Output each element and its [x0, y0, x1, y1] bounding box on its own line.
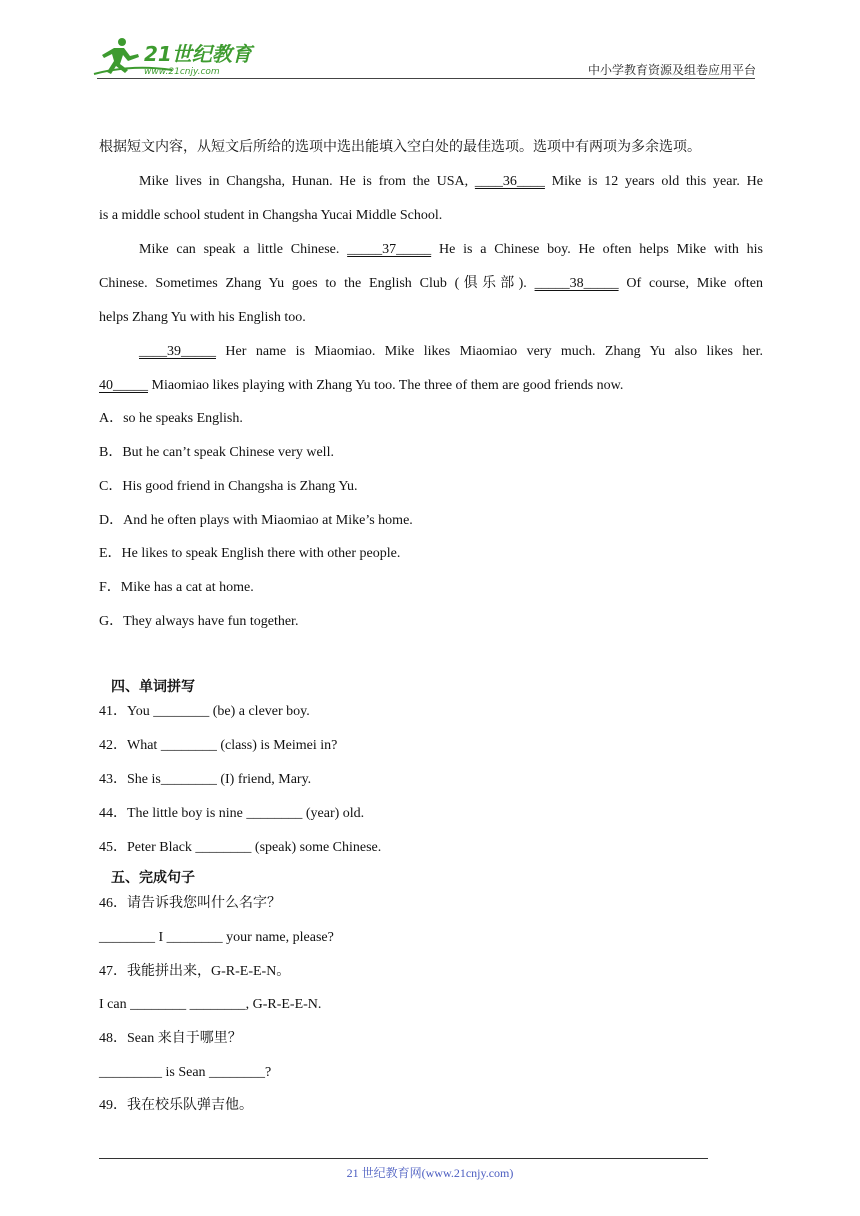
question-44: 44．The little boy is nine ________ (year) old.: [99, 806, 365, 821]
answer-line-47: I can ________ ________, G-R-E-E-N.: [99, 997, 322, 1012]
question-47: 47．我能拼出来，G-R-E-E-N。: [99, 964, 291, 979]
page-header: [0, 0, 860, 90]
question-45: 45．Peter Black ________ (speak) some Chinese.: [99, 840, 382, 855]
blank-40[interactable]: 40_____: [99, 378, 148, 393]
footer-divider: [99, 1158, 708, 1159]
header-tagline: 中小学教育资源及组卷应用平台: [587, 63, 756, 77]
answer-line-48: _________ is Sean ________?: [99, 1065, 272, 1080]
instruction-text: 根据短文内容，从短文后所给的选项中选出能填入空白处的最佳选项。选项中有两项为多余选项。: [99, 140, 701, 155]
option-a: A．so he speaks English.: [99, 411, 243, 426]
question-49: 49．我在校乐队弹吉他。: [99, 1098, 253, 1113]
passage-text: He is a Chinese boy. He often helps Mike with his: [431, 242, 763, 257]
option-d: D．And he often plays with Miaomiao at Mike’s home.: [99, 513, 413, 528]
passage-line: [99, 374, 763, 398]
blank-39[interactable]: ____39_____: [139, 344, 216, 359]
passage-text: Of course, Mike often: [618, 276, 763, 291]
passage-line: [99, 272, 763, 296]
question-41: 41．You ________ (be) a clever boy.: [99, 704, 310, 719]
section-5-title: 五、完成句子: [111, 870, 195, 886]
option-c: C．His good friend in Changsha is Zhang Yu.: [99, 479, 358, 494]
option-e: E．He likes to speak English there with other people.: [99, 546, 401, 561]
section-4-title: 四、单词拼写: [111, 679, 195, 695]
passage-text: Her name is Miaomiao. Mike likes Miaomiao very much. Zhang Yu also likes her.: [216, 344, 763, 359]
passage-text: Miaomiao likes playing with Zhang Yu too. The three of them are good friends now.: [148, 378, 624, 393]
logo-url: www.21cnjy.com: [144, 67, 220, 77]
logo-title: 21世纪教育: [144, 42, 252, 66]
footer-link[interactable]: 21 世纪教育网(www.21cnjy.com): [346, 1166, 514, 1180]
passage-line: [139, 340, 763, 364]
question-48: 48．Sean 来自于哪里？: [99, 1031, 242, 1046]
site-logo[interactable]: [92, 34, 262, 78]
option-b: B．But he can’t speak Chinese very well.: [99, 445, 334, 460]
answer-line-46: ________ I ________ your name, please?: [99, 930, 334, 945]
question-43: 43．She is________ (I) friend, Mary.: [99, 772, 312, 787]
option-f: F．Mike has a cat at home.: [99, 580, 254, 595]
runner-icon: [92, 34, 262, 78]
passage-text: Chinese. Sometimes Zhang Yu goes to the English Club (俱乐部).: [99, 276, 535, 291]
option-g: G．They always have fun together.: [99, 614, 299, 629]
passage-text: Mike is 12 years old this year. He: [544, 174, 763, 189]
passage-line: [139, 238, 763, 262]
passage-line: is a middle school student in Changsha Yucai Middle School.: [99, 208, 443, 223]
question-46: 46．请告诉我您叫什么名字？: [99, 896, 281, 911]
passage-line: [139, 170, 763, 194]
passage-line: helps Zhang Yu with his English too.: [99, 310, 306, 325]
passage-text: Mike can speak a little Chinese.: [139, 242, 348, 257]
question-42: 42．What ________ (class) is Meimei in?: [99, 738, 338, 753]
blank-36[interactable]: ____36____: [474, 174, 545, 189]
header-divider: [97, 78, 755, 79]
blank-38[interactable]: _____38_____: [534, 276, 619, 291]
passage-text: Mike lives in Changsha, Hunan. He is from the USA,: [139, 174, 475, 189]
blank-37[interactable]: _____37_____: [347, 242, 432, 257]
